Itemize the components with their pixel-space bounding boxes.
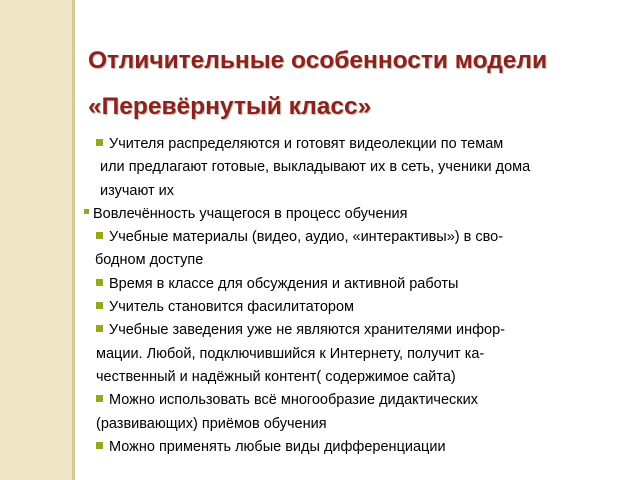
- list-item: [96, 296, 616, 319]
- square-bullet-icon: [96, 232, 103, 239]
- list-item-text: чественный и надёжный контент( содержимое сайта): [96, 368, 456, 385]
- list-item-text: Можно использовать всё многообразие дидактических: [109, 392, 478, 409]
- square-bullet-icon: [96, 442, 103, 449]
- list-item: [96, 319, 616, 342]
- slide-title: [88, 38, 636, 130]
- list-item-text: или предлагают готовые, выкладывают их в сеть, ученики дома: [100, 159, 531, 176]
- list-item: [96, 133, 616, 156]
- list-item-text: Учебные материалы (видео, аудио, «интерактивы») в сво-: [109, 229, 504, 246]
- list-item-text: бодном доступе: [95, 252, 204, 269]
- list-item-text: Учитель становится фасилитатором: [109, 299, 355, 316]
- list-item-text: изучают их: [100, 182, 175, 199]
- title-line-2: «Перевёрнутый класс»: [88, 93, 372, 120]
- list-item-continuation: [96, 366, 616, 389]
- list-item-text: Можно применять любые виды дифференциации: [109, 438, 446, 455]
- list-item-text: Вовлечённость учащегося в процесс обучения: [93, 205, 408, 222]
- list-item-text: Учителя распределяются и готовят видеолекции по темам: [109, 136, 504, 152]
- square-bullet-icon: [96, 325, 103, 332]
- list-item-continuation: [96, 156, 616, 179]
- title-line-1: Отличительные особенности модели: [88, 47, 548, 74]
- square-bullet-icon: [96, 395, 103, 402]
- list-item-text: мации. Любой, подключившийся к Интернету, получит ка-: [96, 345, 485, 362]
- list-item: [96, 273, 616, 296]
- square-bullet-icon: [96, 279, 103, 286]
- list-item-continuation: [95, 249, 616, 272]
- list-item-text: Учебные заведения уже не являются хранителями инфор-: [109, 322, 505, 339]
- list-item: [84, 203, 616, 226]
- list-item: [96, 389, 616, 412]
- list-item-continuation: [96, 413, 616, 436]
- square-bullet-icon: [84, 209, 89, 214]
- bullet-list: [93, 133, 616, 459]
- square-bullet-icon: [96, 302, 103, 309]
- list-item-text: (развивающих) приёмов обучения: [96, 415, 327, 432]
- sidebar-divider: [72, 0, 75, 480]
- list-item-text: Время в классе для обсуждения и активной работы: [109, 275, 459, 292]
- decorative-sidebar: [0, 0, 72, 480]
- list-item-continuation: [96, 180, 616, 203]
- list-item-continuation: [96, 343, 616, 366]
- list-item: [96, 226, 616, 249]
- list-item: [96, 436, 616, 459]
- square-bullet-icon: [96, 139, 103, 146]
